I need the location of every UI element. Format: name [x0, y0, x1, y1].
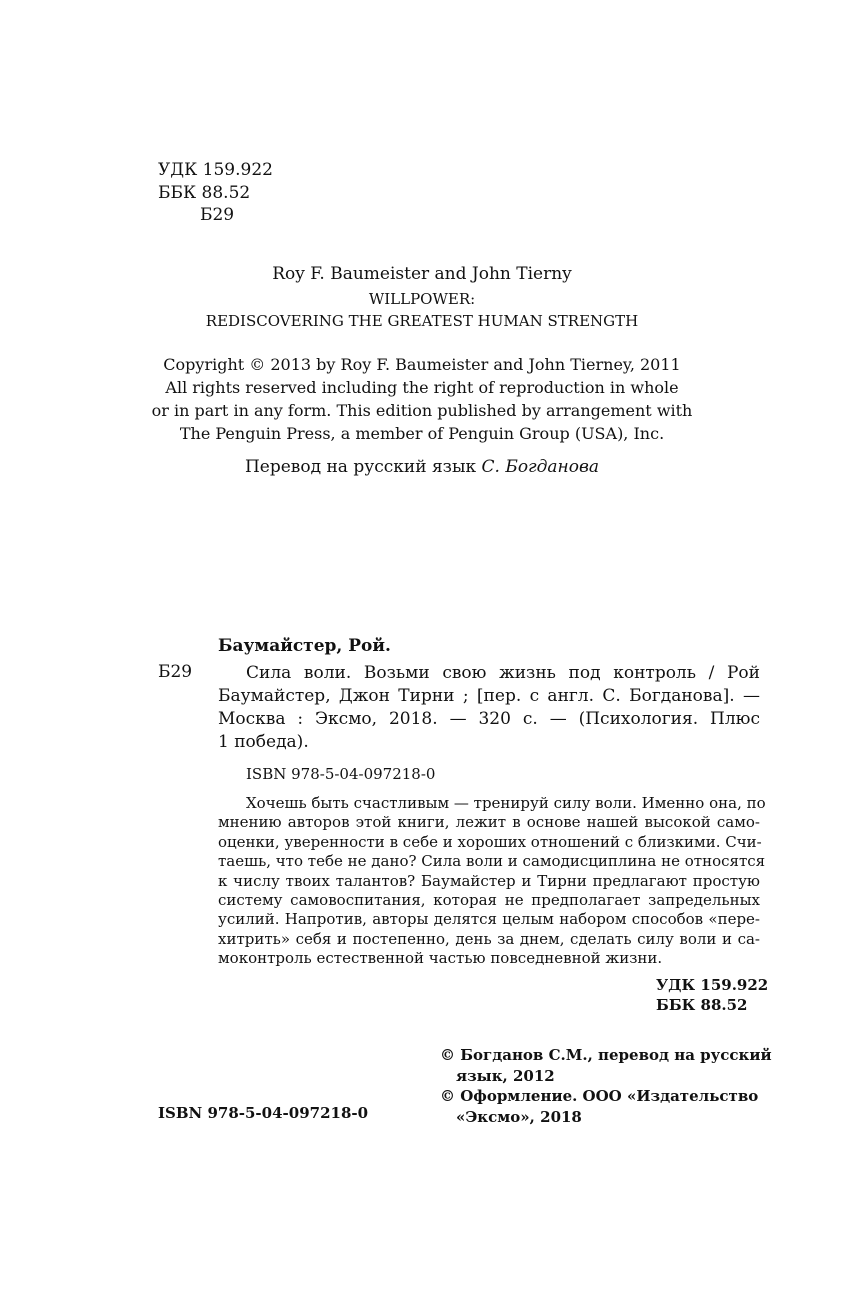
- annotation-line: к числу твоих талантов? Баумайстер и Тирни предлагают простую: [218, 871, 760, 890]
- translation-prefix: Перевод на русский язык: [244, 457, 477, 477]
- description-line: Сила воли. Возьми свою жизнь под контроль / Рой: [246, 663, 760, 683]
- top-author-mark: Б29: [200, 205, 235, 225]
- copyright-line: Copyright © 2013 by Roy F. Baumeister and John Tierney, 2011: [163, 355, 681, 374]
- annotation-line: мнению авторов этой книги, лежит в основе нашей высокой само-: [218, 813, 760, 832]
- original-authors: Roy F. Baumeister and John Tierny: [272, 264, 572, 284]
- annotation-line: усилий. Напротив, авторы делятся целым набором способов «пере-: [218, 910, 760, 929]
- annotation-line: моконтроль естественной частью повседневной жизни.: [218, 949, 663, 968]
- catalog-heading: Баумайстер, Рой.: [218, 636, 391, 656]
- footer-copyright-line: © Богданов С.М., перевод на русский: [440, 1046, 772, 1064]
- annotation-line: оценки, уверенности в себе и хороших отношений с близкими. Счи-: [218, 832, 762, 851]
- footer-copyright-line: язык, 2012: [456, 1066, 555, 1085]
- original-title-line1: WILLPOWER:: [368, 290, 476, 308]
- footer-copyright-block: [440, 1045, 772, 1127]
- annotation-line: таешь, что тебе не дано? Сила воли и самодисциплина не относятся: [218, 852, 766, 871]
- annotation-line: хитрить» себя и постепенно, день за днем, сделать силу воли и са-: [218, 929, 760, 948]
- copyright-line: or in part in any form. This edition published by arrangement with: [151, 401, 693, 420]
- catalog-mark: Б29: [158, 662, 193, 682]
- copyright-block: [150, 353, 694, 445]
- copyright-line: All rights reserved including the right of reproduction in whole: [165, 378, 679, 397]
- footer-copyright-line: © Оформление. ООО «Издательство: [440, 1087, 759, 1105]
- catalog-description: [218, 662, 760, 754]
- annotation-line: Хочешь быть счастливым — тренируй силу воли. Именно она, по: [246, 794, 766, 812]
- copyright-line: The Penguin Press, a member of Penguin Group (USA), Inc.: [179, 424, 665, 443]
- catalog-bbk: ББК 88.52: [656, 996, 748, 1014]
- translator-name: С. Богданова: [481, 457, 600, 477]
- translation-credit: [150, 457, 694, 477]
- footer-copyright-line: «Эксмо», 2018: [456, 1107, 582, 1126]
- catalog-annotation: [218, 794, 766, 969]
- original-title-line2: REDISCOVERING THE GREATEST HUMAN STRENGTH: [205, 312, 639, 330]
- footer-isbn: ISBN 978-5-04-097218-0: [158, 1104, 369, 1122]
- catalog-udk: УДК 159.922: [656, 976, 769, 994]
- annotation-line: систему самовоспитания, которая не предполагает запредельных: [218, 891, 760, 910]
- description-line: Баумайстер, Джон Тирни ; [пер. с англ. С. Богданова]. —: [218, 686, 760, 706]
- catalog-isbn: ISBN 978-5-04-097218-0: [246, 765, 436, 783]
- description-line: Москва : Эксмо, 2018. — 320 с. — (Психология. Плюс: [218, 709, 760, 729]
- top-bbk: ББК 88.52: [158, 183, 251, 203]
- description-line: 1 победа).: [218, 732, 309, 752]
- top-udk: УДК 159.922: [158, 160, 273, 180]
